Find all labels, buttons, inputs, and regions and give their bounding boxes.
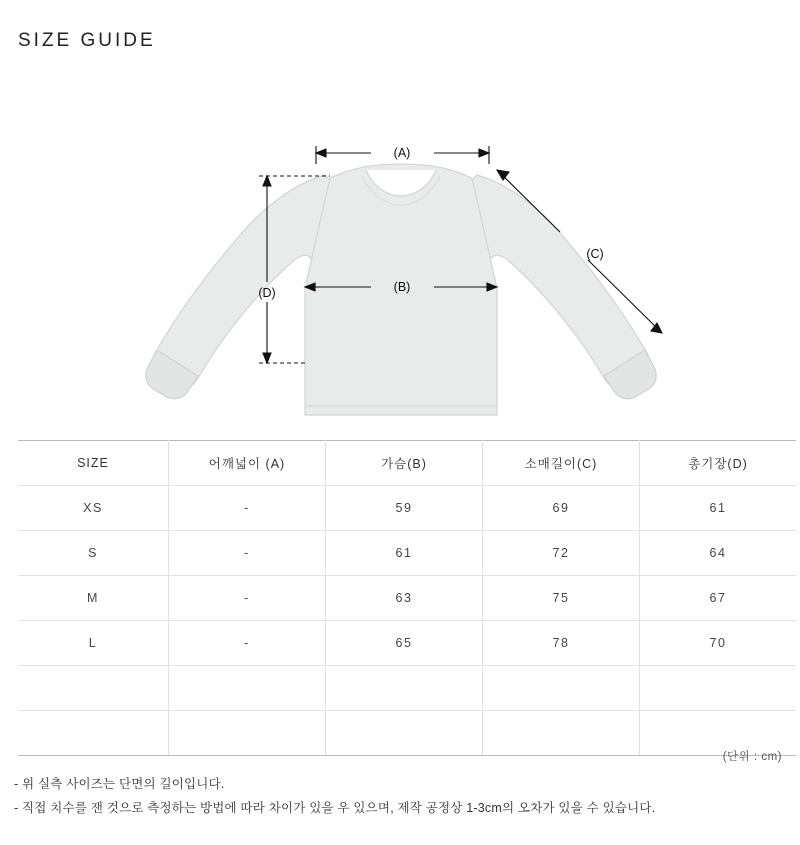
table-row [18,531,796,576]
page-title: SIZE GUIDE [18,30,156,51]
cell-shoulder [169,711,326,756]
size-table-wrap [18,440,782,756]
cell-chest: 65 [326,621,483,666]
table-row [18,666,796,711]
notes [14,772,794,820]
cell-sleeve [483,711,640,756]
cell-length: 61 [640,486,797,531]
cell-chest [326,666,483,711]
table-row [18,711,796,756]
cell-size [18,711,169,756]
cell-length: 70 [640,621,797,666]
cell-sleeve: 72 [483,531,640,576]
table-header-row [18,441,796,486]
table-row [18,621,796,666]
cell-sleeve: 78 [483,621,640,666]
table-row [18,576,796,621]
cell-sleeve: 75 [483,576,640,621]
label-c: (C) [586,247,604,261]
column-header-length: 총기장(D) [640,441,797,486]
label-b: (B) [393,280,411,294]
cell-shoulder: - [169,576,326,621]
label-d: (D) [258,286,276,300]
table-row [18,486,796,531]
note-line-2: - 직접 치수를 잰 것으로 측정하는 방법에 따라 차이가 있을 우 있으며, 제작 공정상 1-3cm의 오차가 있을 수 있습니다. [14,801,656,815]
column-header-chest: 가슴(B) [326,441,483,486]
cell-chest: 59 [326,486,483,531]
cell-shoulder [169,666,326,711]
cell-size: XS [18,486,169,531]
cell-size: L [18,621,169,666]
size-table [18,440,796,756]
garment-measurement-diagram [0,60,800,420]
cell-shoulder: - [169,621,326,666]
cell-size: S [18,531,169,576]
note-line-1: - 위 실측 사이즈는 단면의 길이입니다. [14,777,225,791]
cell-shoulder: - [169,531,326,576]
column-header-size: SIZE [18,441,169,486]
column-header-shoulder: 어깨넓이 (A) [169,441,326,486]
label-a: (A) [393,146,411,160]
cell-sleeve: 69 [483,486,640,531]
column-header-sleeve: 소매길이(C) [483,441,640,486]
cell-chest [326,711,483,756]
cell-sleeve [483,666,640,711]
cell-chest: 63 [326,576,483,621]
cell-length [640,666,797,711]
cell-shoulder: - [169,486,326,531]
unit-note: (단위 : cm) [722,751,782,763]
cell-size [18,666,169,711]
cell-size: M [18,576,169,621]
cell-length: 64 [640,531,797,576]
cell-chest: 61 [326,531,483,576]
cell-length: 67 [640,576,797,621]
